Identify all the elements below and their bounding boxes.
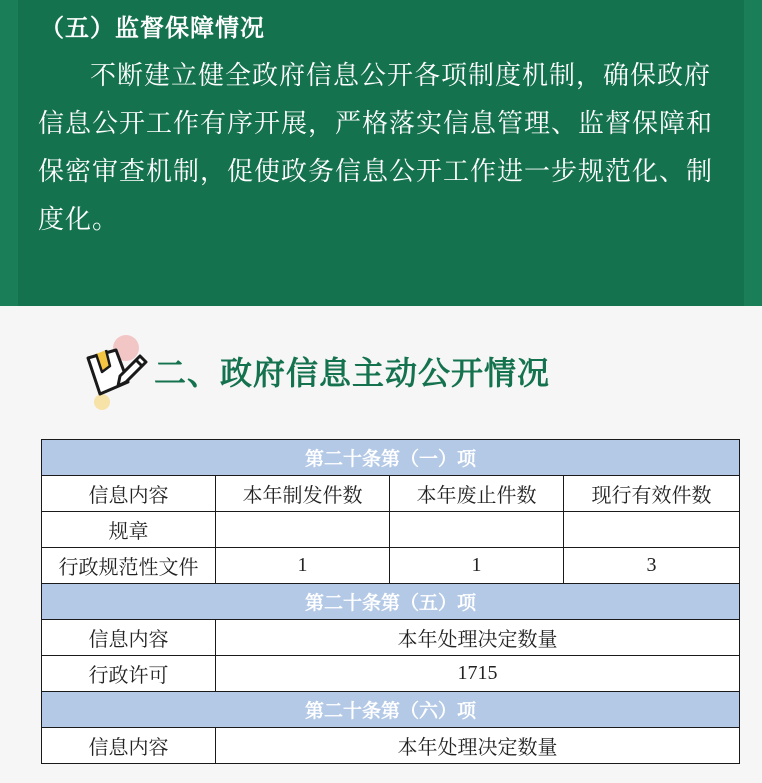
- section-title: 二、政府信息主动公开情况: [154, 354, 551, 392]
- section-header: [80, 332, 720, 412]
- header-cell: 信息内容: [42, 476, 216, 512]
- table-cell: 1715: [216, 656, 740, 692]
- row-label: 规章: [42, 512, 216, 548]
- panel-right-strip: [744, 0, 762, 306]
- notebook-pencil-icon: [80, 332, 150, 412]
- header-cell: 本年制发件数: [216, 476, 390, 512]
- table-row: [42, 656, 740, 692]
- band-label: 第二十条第（一）项: [42, 440, 740, 476]
- table-cell: 1: [390, 548, 564, 584]
- table-header-row: [42, 476, 740, 512]
- table-cell: [564, 512, 740, 548]
- table-row: [42, 548, 740, 584]
- table-band-3: [42, 692, 740, 728]
- header-cell: 信息内容: [42, 728, 216, 764]
- panel-left-strip: [0, 0, 18, 306]
- table-cell: [390, 512, 564, 548]
- header-cell: 本年处理决定数量: [216, 620, 740, 656]
- table-band-1: [42, 440, 740, 476]
- band-label: 第二十条第（五）项: [42, 584, 740, 620]
- header-cell: 本年废止件数: [390, 476, 564, 512]
- disclosure-table: [41, 439, 740, 764]
- header-cell: 信息内容: [42, 620, 216, 656]
- table-band-2: [42, 584, 740, 620]
- table-cell: 1: [216, 548, 390, 584]
- table-cell: 3: [564, 548, 740, 584]
- supervision-panel: [0, 0, 762, 306]
- supervision-heading: （五）监督保障情况: [40, 14, 265, 42]
- table-header-row: [42, 620, 740, 656]
- header-cell: 本年处理决定数量: [216, 728, 740, 764]
- table-row: [42, 512, 740, 548]
- row-label: 行政规范性文件: [42, 548, 216, 584]
- supervision-body: 不断建立健全政府信息公开各项制度机制，确保政府信息公开工作有序开展，严格落实信息管理、监督保障和保密审查机制，促使政务信息公开工作进一步规范化、制度化。: [38, 61, 714, 235]
- table-cell: [216, 512, 390, 548]
- row-label: 行政许可: [42, 656, 216, 692]
- table-header-row: [42, 728, 740, 764]
- band-label: 第二十条第（六）项: [42, 692, 740, 728]
- header-cell: 现行有效件数: [564, 476, 740, 512]
